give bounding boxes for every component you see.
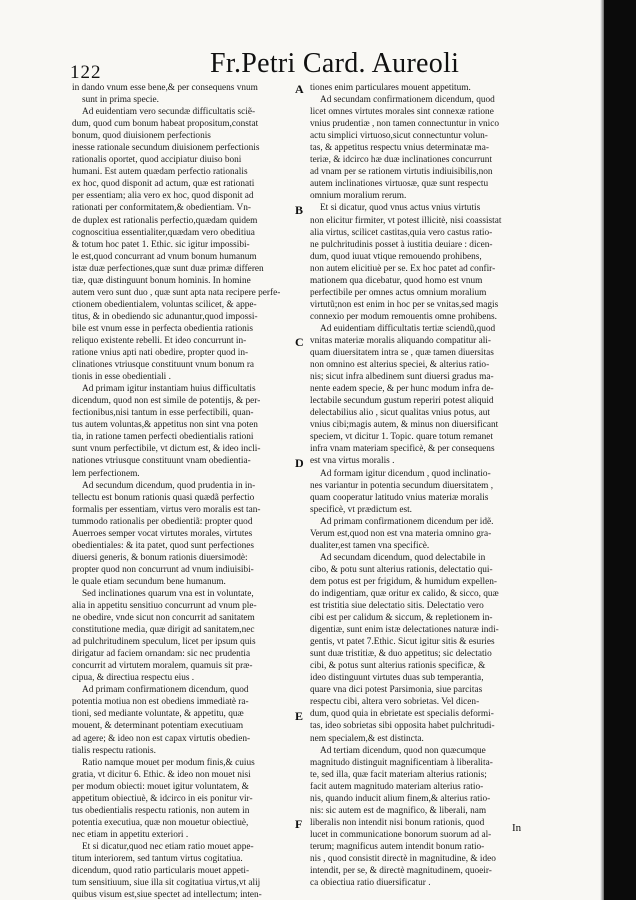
text-line: ne obedire, vnde sicut non concurrit ad sanitatem — [72, 613, 255, 624]
text-line: te, sed illa, quæ facit materiam alterius rationis; — [310, 769, 487, 780]
text-line: Ratio namque mouet per modum finis,& cuius — [82, 757, 255, 768]
text-line: Ad tertiam dicendum, quod non quæcumque — [320, 745, 486, 756]
text-line: le quale etiam secundum bene humanum. — [72, 576, 226, 587]
text-line: nis: sic autem est de magnifico, & liberali, nam — [310, 805, 487, 816]
text-line: dum, quod iuuat vtique remouendo prohibens, — [310, 251, 482, 262]
text-line: quam cooperatur latitudo vnius materiæ moralis — [310, 492, 489, 503]
text-line: ideo distinguunt virtutes duas sub temperantia, — [310, 673, 484, 684]
text-line: vnitas materiæ moralis aliquando compatitur ali- — [310, 335, 491, 346]
text-line: constitutione media, quæ dirigit ad sanitatem,nec — [72, 625, 255, 636]
text-line: infra vnam materiam specificè, & per consequens — [310, 444, 495, 455]
text-line: facit autem magnitudo materiam alterius ratio- — [310, 781, 484, 792]
text-line: autem inclinationes virtuosæ, quæ sunt respectu — [310, 179, 489, 190]
text-line: de duplex est rationalis perfectio,quædam quidem — [72, 215, 258, 226]
text-line: bile est vnum esse in perfecta obedientia rationis — [72, 323, 253, 334]
margin-letter: F — [295, 817, 303, 832]
text-line: tiæ, quæ distinguunt bonum hominis. In homine — [72, 275, 251, 286]
text-line: ca obiectiua ratio diuersificatur . — [310, 878, 431, 889]
text-line: Auerroes semper vocat virtutes morales, virtutes — [72, 528, 253, 539]
text-line: tum sensitiuum, siue illa sit cogitatiua virtus,vt alij — [72, 878, 261, 889]
text-line: nente eadem specie, & per hunc modum infra de- — [310, 384, 494, 395]
text-line: diuersi generis, & bonum rationis diuersimodè: — [72, 552, 248, 563]
text-line: Ad euidentiam difficultatis tertiæ sciendũ,quod — [320, 323, 496, 334]
text-line: nationes vtriusque constituunt vnam obedientia- — [72, 456, 251, 467]
text-line: reliquo existente rebelli. Et ideo concurrunt in- — [72, 335, 247, 346]
text-line: non elicitur firmiter, vt potest illicitè, nisi coassistat — [310, 215, 502, 226]
text-line: Ad primam confirmationem dicendum per idẽ. — [320, 516, 494, 527]
running-title: Fr.Petri Card. Aureoli — [210, 48, 460, 79]
text-line: gentis, vt patet 7.Ethic. Sicut igitur sitis & esuries — [310, 637, 495, 648]
text-line: & totum hoc patet 1. Ethic. sic igitur impossibi- — [72, 239, 250, 250]
text-line: dualiter,est tamen vna specificè. — [310, 540, 430, 551]
text-line: per essentiam; alia vero ex hoc, quod disponit ad — [72, 191, 254, 202]
text-line: cibo, & potu sunt alterius rationis, delectatio qui- — [310, 564, 493, 575]
text-line: virtutũ;non est enim in hoc per se vnitas,sed magis — [310, 299, 499, 310]
text-line: ctionem obedientialem, voluntas scilicet, & appe- — [72, 299, 257, 310]
text-line: Et si dicatur, quod vnus actus vnius virtutis — [320, 203, 481, 214]
text-line: dirigatur ad faciem ornandam: sic nec prudentia — [72, 649, 251, 660]
text-line: cibi est per calidum & siccum, & repletionem in- — [310, 613, 493, 624]
text-line: specificè, vt prædictum est. — [310, 504, 412, 515]
text-line: tioni, sed mediante voluntate, & appetitu, quæ — [72, 709, 244, 720]
text-line: ad vnam per se rationem virtutis indiuisibilis,non — [310, 167, 493, 178]
text-line: cipua, & directiua respectu eius . — [72, 673, 195, 684]
text-line: nes variantur in potentia secundum diuersitatem , — [310, 480, 494, 491]
text-line: intendit, per se, & directè magnitudinem, quoeir- — [310, 866, 492, 877]
text-line: Ad euidentiam vero secundæ difficultatis sciẽ- — [82, 107, 256, 118]
text-line: nis; sicut infra albedinem sunt diuersi gradus ma- — [310, 372, 494, 383]
text-line: sunt vnum perfectibile, vt dictum est, & ideo incli- — [72, 444, 261, 455]
text-line: dicendum, quod ratio particularis mouet appeti- — [72, 866, 250, 877]
text-line: ad agere; & ideo non est capax virtutis obedien- — [72, 733, 251, 744]
text-line: rationati per conformitatem,& obedientiam. Vn- — [72, 203, 251, 214]
text-line: dicendum, quod non est simile de potentijs, & per- — [72, 396, 261, 407]
text-line: Ad secundam confirmationem dicendum, quod — [320, 95, 495, 106]
text-line: per modum obiecti: mouet igitur voluntatem, & — [72, 781, 249, 792]
margin-letter: C — [295, 335, 304, 350]
text-line: humani. Est autem quædam perfectio rationalis — [72, 167, 248, 178]
text-line: speciem, vt dicitur 1. Topic. quare totum remanet — [310, 432, 493, 443]
text-line: delectabilius alio , sicut qualitas vnius potus, aut — [310, 408, 490, 419]
text-line: omnium moralium rerum. — [310, 191, 407, 202]
text-line: tus autem voluntas,& appetitus non sint vna poten — [72, 420, 258, 431]
text-line: nis , quod consistit directè in magnitudine, & ideo — [310, 854, 496, 864]
text-line: titus, & in obediendo sic adunantur,quod impossi- — [72, 311, 258, 322]
text-line: cognoscitiua essentialiter,quædam vero obeditiua — [72, 227, 255, 238]
text-line: appetitum obiectiuè, & idcirco in eis ponitur vir- — [72, 793, 253, 804]
text-line: dem potus est per frigidum, & humidum expellen- — [310, 576, 497, 587]
text-line: cibi, & potus sunt alterius rationis specificæ, & — [310, 661, 486, 672]
text-line: Verum est,quod non est vna materia omnino gra- — [310, 528, 492, 539]
text-line: clinationes vtriusque constituunt vnum bonum ra — [72, 360, 255, 371]
text-line: potentia executiua, quæ non mouetur obiectiuè, — [72, 817, 249, 828]
text-line: ratione vnius apti nati obedire, propter quod in- — [72, 348, 249, 359]
text-line: istæ duæ perfectiones,quæ sunt duæ primæ differen — [72, 263, 264, 274]
text-line: quibus visum est,siue spectet ad intellectum; inten- — [72, 890, 262, 900]
text-line: obedientiales: & ita patet, quod sunt perfectiones — [72, 540, 255, 551]
margin-letter: B — [295, 202, 304, 217]
text-line: propter quod non concurrunt ad vnum indiuisibi- — [72, 564, 254, 575]
text-line: Ad primam confirmationem dicendum, quod — [82, 685, 249, 696]
text-line: connexio per modum remouentis omne prohibens. — [310, 311, 497, 322]
text-line: tellectu est bonum rationis quasi quædã perfectio — [72, 492, 255, 503]
text-line: nis, quando inducit alium finem,& alterius ratio- — [310, 793, 491, 804]
text-line: quare vna dici potest Parsimonia, siue parcitas — [310, 685, 483, 696]
text-line: nec etiam in appetitu exteriori . — [72, 829, 189, 840]
text-line: potentia motiua non est obediens immediatè ra- — [72, 697, 249, 708]
margin-letter: E — [295, 708, 304, 723]
text-line: lectabile secundum gustum reperiri potest aliquid — [310, 396, 494, 407]
text-line: formalis per essentiam, virtus vero moralis est tan- — [72, 504, 261, 515]
text-line: in dando vnum esse bene,& per consequens vnum — [72, 83, 258, 93]
text-line: terum; magnificus autem intendit bonum ratio- — [310, 841, 485, 852]
page-number: 122 — [70, 62, 102, 83]
text-line: liberalis non intendit nisi bonum rationis, quod — [310, 817, 485, 828]
text-line: teriæ, & idcirco hæ duæ inclinationes concurrunt — [310, 155, 493, 166]
text-line: quam diuersitatem intra se , quæ tamen diuersitas — [310, 348, 494, 359]
text-line: tia, in ratione tamen perfecti obedientialis rationi — [72, 432, 254, 443]
text-line: tas, & appetitus respectu vnius determinatæ ma- — [310, 143, 489, 154]
text-line: vnius prudentiæ , non tamen connectuntur in vnico — [310, 119, 500, 130]
text-line: ex hoc, quod disponit ad actum, quæ est rationati — [72, 179, 255, 190]
text-line: licet omnes virtutes morales sint connexæ ratione — [310, 107, 494, 118]
text-line: do indigentiam, quæ oritur ex calido, & sicco, quæ — [310, 588, 499, 599]
text-line: sunt in prima specie. — [82, 95, 159, 106]
text-line: non omnino est alterius speciei, & alterius ratio- — [310, 360, 490, 371]
text-line: sunt duæ tristitiæ, & duo appetitus; sic delectatio — [310, 649, 492, 660]
catchword: In — [512, 822, 522, 834]
text-line: tas, ideo sobrietas sibi opposita habet pulchritudi- — [310, 721, 495, 732]
text-line: le est,quod concurrant ad vnum bonum humanum — [72, 251, 257, 262]
text-line: Ad secundam dicendum, quod delectabile in — [320, 552, 486, 563]
text-line: est tristitia siue delectatio sitis. Delectatio vero — [310, 601, 484, 612]
text-line: mationem qua dicebatur, quod homo est vnum — [310, 275, 483, 286]
text-line: nem specialem,& est distincta. — [310, 733, 424, 744]
text-line: titum interiorem, sed tantum virtus cogitatiua. — [72, 854, 243, 864]
text-line: Ad primam igitur instantiam huius difficultatis — [82, 384, 256, 395]
text-line: dum, quod quia in ebrietate est specialis deformi- — [310, 709, 494, 720]
text-line: lucet in communicatione bonorum suorum ad al- — [310, 829, 492, 840]
text-line: tus obedientialis respectu rationis, non autem in — [72, 805, 250, 816]
text-line: non autem elicitiuè per se. Ex hoc patet ad confir- — [310, 263, 496, 274]
text-line: ad pulchritudinem speculum, licet per ipsum quis — [72, 637, 256, 648]
text-line: concurrit ad virtutem moralem, quamuis sit præ- — [72, 661, 253, 672]
text-line: Ad formam igitur dicendum , quod inclinatio- — [320, 468, 491, 479]
text-line: tiones enim particulares mouent appetitum. — [310, 83, 471, 93]
text-line: digentiæ, sunt enim istæ delectationes naturæ indi- — [310, 625, 499, 636]
text-line: gratia, vt dicitur 6. Ethic. & ideo non mouet nisi — [72, 769, 251, 780]
text-line: tionis in esse obedientiali . — [72, 372, 171, 383]
text-line: alia virtus, scilicet castitas,quia vero castus ratio- — [310, 227, 493, 238]
text-line: perfectibile per omnes actus omnium moralium — [310, 287, 487, 298]
text-line: bonum, quod diuisionem perfectionis — [72, 131, 211, 142]
text-line: dum, quod cum bonum habeat propositum,constat — [72, 119, 259, 130]
text-line: magnitudo distinguit magnificentiam à liberalita- — [310, 757, 493, 768]
margin-letter: A — [295, 82, 304, 96]
book-spine — [604, 0, 636, 900]
text-line: tialis respectu rationis. — [72, 745, 156, 756]
text-line: tummodo rationalis per obedientiã: propter quod — [72, 516, 253, 527]
left-column — [72, 82, 288, 900]
text-line: Et si dicatur,quod nec etiam ratio mouet appe- — [82, 841, 254, 852]
text-line: actu simplici virtuoso,sicut connectuntur volun- — [310, 131, 488, 142]
right-column — [310, 82, 542, 889]
text-line: respectu cibi, altera vero sobrietas. Vel dicen- — [310, 697, 480, 708]
text-line: Sed inclinationes quarum vna est in voluntate, — [82, 588, 254, 599]
text-line: lem perfectionem. — [72, 468, 140, 479]
margin-letter: D — [295, 455, 304, 470]
text-line: alia in appetitu sensitiuo concurrunt ad vnum ple- — [72, 601, 257, 612]
text-line: autem vero sunt duo , quæ sunt apta nata recipere perfe- — [72, 287, 281, 298]
text-line: est vna virtus moralis . — [310, 456, 395, 467]
text-line: inesse rationale secundum diuisionem perfectionis — [72, 143, 260, 154]
text-line: Ad secundum dicendum, quod prudentia in in- — [82, 480, 256, 491]
text-line: vnius cibi;magis autem, & minus non diuersificant — [310, 420, 499, 431]
text-line: ne pulchritudinis posset à iustitia deuiare : dicen- — [310, 239, 493, 250]
text-line: mouent, & determinant potentiam executiuam — [72, 721, 244, 732]
page-header — [70, 48, 540, 82]
text-line: rationalis oportet, quod accipiatur diuiso boni — [72, 155, 242, 166]
text-line: fectionibus,nisi tantum in esse perfectibili, quan- — [72, 408, 254, 419]
